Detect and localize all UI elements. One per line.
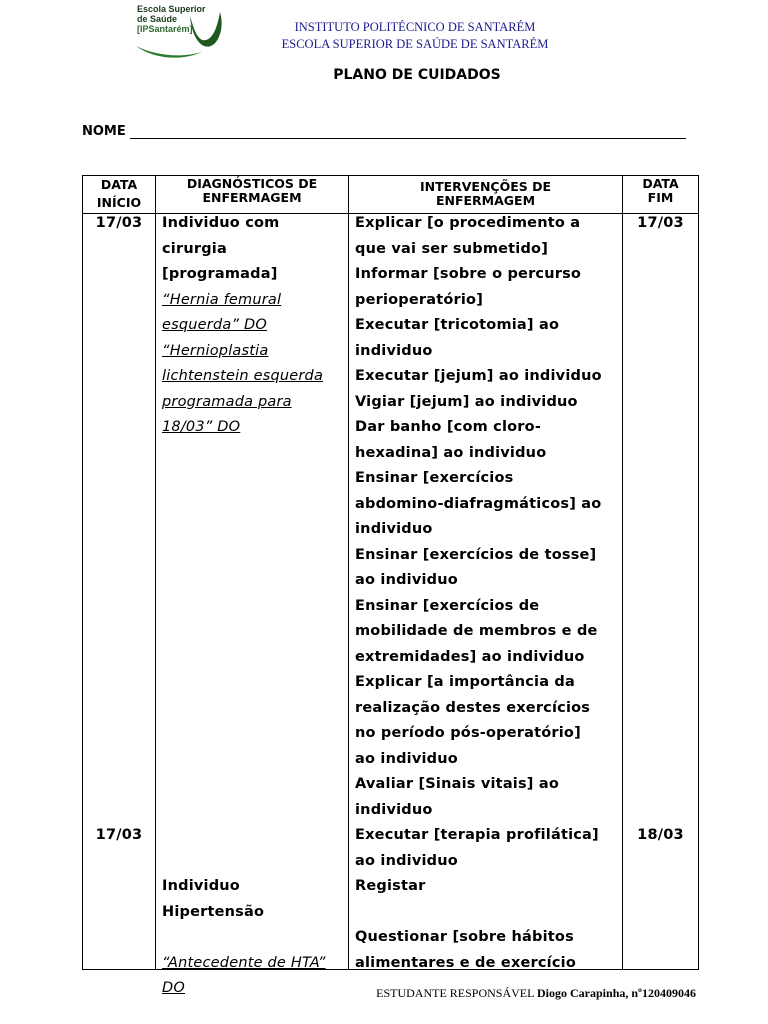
header-diagnosticos: [156, 176, 349, 214]
header-diagnosticos-l2: ENFERMAGEM: [202, 190, 302, 205]
intervention-line: Dar banho [com cloro-: [355, 419, 542, 435]
intervention-line: Executar [jejum] ao individuo: [355, 368, 602, 384]
diagnosis-line: DO: [162, 980, 185, 996]
intervention-line: Vigiar [jejum] ao individuo: [355, 393, 578, 410]
intervention-line: Explicar [o procedimento a: [355, 215, 581, 231]
school-name: ESCOLA SUPERIOR DE SAÚDE DE SANTARÉM: [281, 37, 549, 51]
intervention-line: individuo: [355, 342, 433, 359]
intervention-line: que vai ser submetido]: [355, 240, 549, 257]
header-intervencoes-l2: ENFERMAGEM: [435, 193, 536, 208]
diagnosis-line: [programada]: [162, 266, 278, 282]
intervention-line: Ensinar [exercícios de: [355, 597, 540, 614]
intervention-line: ao individuo: [355, 750, 458, 767]
col-diagnosticos: [156, 214, 349, 996]
intervention-line: hexadina] ao individuo: [355, 444, 547, 461]
diagnosis-line: “Hernioplastia: [162, 342, 269, 359]
intervention-line: Executar [terapia profilática]: [355, 827, 599, 843]
intervention-line: Questionar [sobre hábitos: [355, 929, 574, 945]
logo-text: [137, 4, 206, 34]
institute-name: INSTITUTO POLITÉCNICO DE SANTARÉM: [294, 20, 536, 34]
footer-label: ESTUDANTE RESPONSÁVEL: [376, 986, 535, 1000]
intervention-line: realização destes exercícios: [355, 699, 591, 716]
header-data-fim: [623, 176, 699, 214]
diagnosis-line: Individuo com: [162, 215, 280, 231]
header-data-fim-l1: DATA: [642, 176, 679, 191]
data-inicio-value: 17/03: [95, 215, 143, 231]
diagnosis-line: esquerda” DO: [162, 317, 267, 333]
col-data-fim: [623, 214, 699, 970]
diagnosis-line: programada para: [162, 393, 292, 410]
diagnosis-line: Individuo: [162, 878, 240, 894]
logo-line-1: Escola Superior: [137, 4, 206, 14]
name-label: NOME: [82, 124, 126, 139]
diagnosis-line: “Antecedente de HTA”: [162, 954, 326, 971]
logo-line-2: de Saúde: [137, 14, 178, 24]
intervention-line: Explicar [a importância da: [355, 674, 575, 690]
diagnosis-line: lichtenstein esquerda: [162, 368, 324, 384]
name-field-line[interactable]: [130, 138, 686, 139]
intervention-line: abdomino-diafragmáticos] ao: [355, 495, 602, 512]
header-diagnosticos-l1: DIAGNÓSTICOS DE: [186, 176, 318, 191]
diagnosis-line: Hipertensão: [162, 903, 265, 920]
intervention-line: Registar: [355, 878, 426, 894]
logo-line-3: [IPSantarém]: [137, 24, 193, 34]
intervention-line: individuo: [355, 801, 433, 818]
intervention-line: ao individuo: [355, 572, 458, 588]
footer-responsible: [376, 986, 696, 1001]
diagnosis-line: cirurgia: [162, 240, 227, 257]
intervention-line: individuo: [355, 521, 433, 537]
header-intervencoes-l1: INTERVENÇÕES DE: [419, 179, 552, 194]
intervention-line: Avaliar [Sinais vitais] ao: [355, 776, 560, 792]
page-title: PLANO DE CUIDADOS: [333, 67, 501, 83]
col-data-inicio: [83, 214, 156, 970]
header-data-inicio-l1: DATA: [100, 177, 138, 192]
header-intervencoes: [349, 176, 623, 214]
intervention-line: alimentares e de exercício: [355, 954, 576, 971]
intervention-line: Ensinar [exercícios de tosse]: [355, 546, 597, 563]
intervention-line: Informar [sobre o percurso: [355, 266, 582, 282]
intervention-line: perioperatório]: [355, 291, 484, 308]
intervention-line: no período pós-operatório]: [355, 725, 581, 741]
data-inicio-value: 17/03: [95, 827, 143, 843]
col-intervencoes: [349, 214, 623, 970]
intervention-line: ao individuo: [355, 852, 458, 869]
header-data-fim-l2: FIM: [647, 190, 674, 205]
data-fim-value: 17/03: [637, 215, 684, 231]
header-data-inicio-l2: INÍCIO: [96, 195, 142, 210]
diagnosis-line: “Hernia femural: [162, 291, 282, 308]
intervention-line: mobilidade de membros e de: [355, 623, 598, 639]
data-fim-value: 18/03: [637, 827, 684, 843]
diagnosis-line: 18/03” DO: [162, 419, 241, 435]
intervention-line: extremidades] ao individuo: [355, 648, 585, 665]
header-data-inicio: [83, 176, 156, 214]
school-logo: [132, 2, 228, 64]
footer-student: Diogo Carapinha, nº120409046: [537, 986, 696, 1000]
intervention-line: Executar [tricotomia] ao: [355, 317, 560, 333]
intervention-line: Ensinar [exercícios: [355, 470, 514, 486]
